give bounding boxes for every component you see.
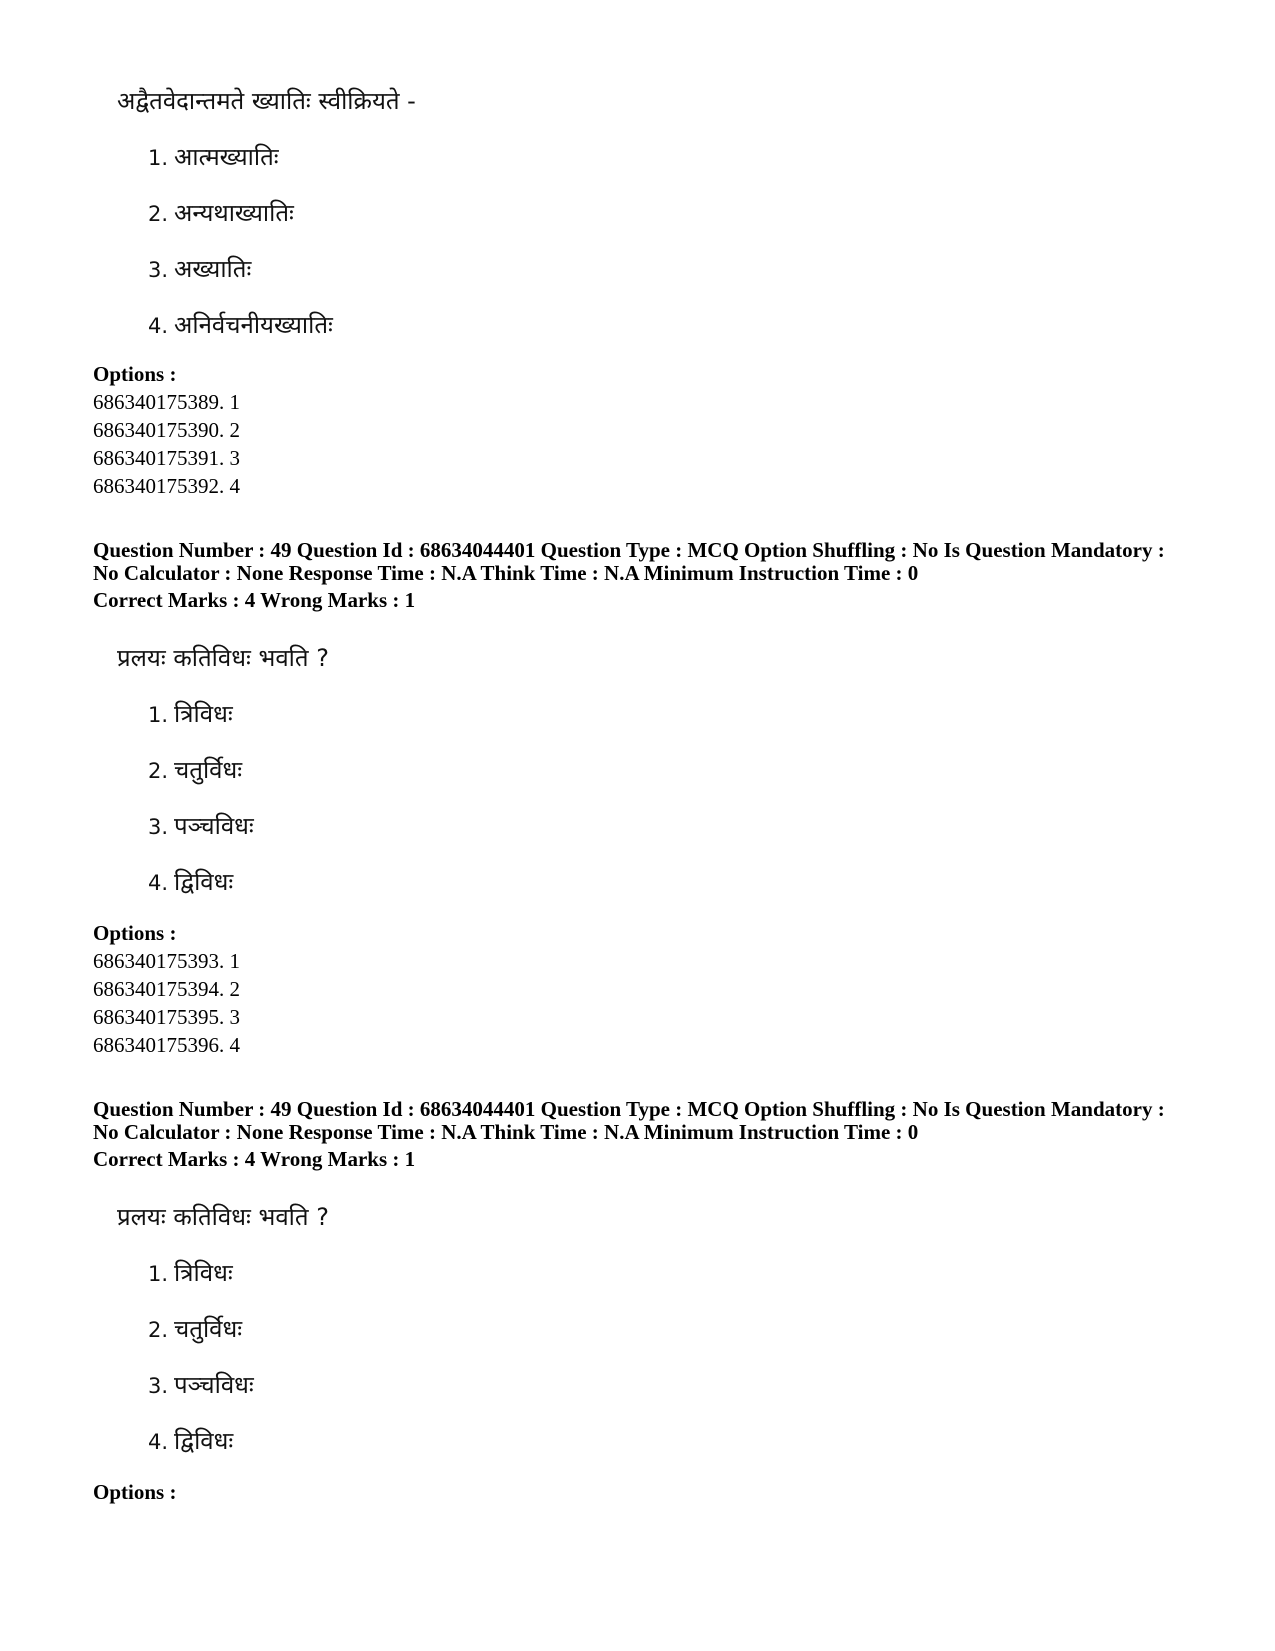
option-id: 686340175392. 4: [93, 474, 240, 498]
choice-item: [148, 1314, 242, 1345]
choice-item: [148, 198, 294, 229]
choice-text: चतुर्विधः: [174, 1315, 243, 1343]
options-label: Options :: [93, 1480, 177, 1504]
choice-text: अख्यातिः: [174, 255, 252, 283]
choice-text: त्रिविधः: [174, 1259, 233, 1287]
choice-item: [148, 142, 279, 173]
option-id: 686340175389. 1: [93, 390, 240, 414]
marks-line: Correct Marks : 4 Wrong Marks : 1: [93, 1147, 416, 1171]
choice-number: 3.: [148, 258, 169, 282]
marks-line: Correct Marks : 4 Wrong Marks : 1: [93, 588, 416, 612]
choice-number: 4.: [148, 871, 169, 895]
option-id: 686340175390. 2: [93, 418, 240, 442]
choice-number: 2.: [148, 202, 169, 226]
option-id: 686340175391. 3: [93, 446, 240, 470]
choice-item: [148, 1258, 233, 1289]
question-meta-line-1: Question Number : 49 Question Id : 68634044401 Question Type : MCQ Option Shuffling : No Is Question Mandatory :: [93, 1097, 1165, 1121]
choice-text: पञ्चविधः: [174, 812, 254, 840]
choice-item: [148, 1370, 254, 1401]
option-id: 686340175393. 1: [93, 949, 240, 973]
choice-text: अन्यथाख्यातिः: [174, 199, 294, 227]
choice-item: [148, 867, 233, 898]
choice-number: 1.: [148, 703, 169, 727]
choice-text: पञ्चविधः: [174, 1371, 254, 1399]
question-meta-line-1: Question Number : 49 Question Id : 68634044401 Question Type : MCQ Option Shuffling : No Is Question Mandatory :: [93, 538, 1165, 562]
options-label: Options :: [93, 921, 177, 945]
option-id: 686340175395. 3: [93, 1005, 240, 1029]
question-meta-line-2: No Calculator : None Response Time : N.A Think Time : N.A Minimum Instruction Time : 0: [93, 1120, 919, 1144]
options-label: Options :: [93, 362, 177, 386]
question-text: अद्वैतवेदान्तमते ख्यातिः स्वीक्रियते -: [117, 87, 416, 115]
choice-number: 2.: [148, 759, 169, 783]
choice-number: 3.: [148, 815, 169, 839]
question-text: प्रलयः कतिविधः भवति ?: [117, 1203, 329, 1231]
choice-text: चतुर्विधः: [174, 756, 243, 784]
option-id: 686340175396. 4: [93, 1033, 240, 1057]
option-id: 686340175394. 2: [93, 977, 240, 1001]
choice-item: [148, 254, 251, 285]
choice-number: 4.: [148, 314, 169, 338]
choice-item: [148, 699, 233, 730]
choice-number: 2.: [148, 1318, 169, 1342]
choice-item: [148, 1426, 233, 1457]
choice-item: [148, 310, 333, 341]
choice-item: [148, 755, 242, 786]
question-text: प्रलयः कतिविधः भवति ?: [117, 644, 329, 672]
choice-text: आत्मख्यातिः: [174, 143, 279, 171]
choice-item: [148, 811, 254, 842]
choice-number: 1.: [148, 146, 169, 170]
choice-text: त्रिविधः: [174, 700, 233, 728]
question-meta-line-2: No Calculator : None Response Time : N.A Think Time : N.A Minimum Instruction Time : 0: [93, 561, 919, 585]
choice-text: द्विविधः: [174, 868, 234, 896]
choice-number: 1.: [148, 1262, 169, 1286]
choice-number: 4.: [148, 1430, 169, 1454]
choice-text: द्विविधः: [174, 1427, 234, 1455]
choice-text: अनिर्वचनीयख्यातिः: [174, 311, 333, 339]
choice-number: 3.: [148, 1374, 169, 1398]
